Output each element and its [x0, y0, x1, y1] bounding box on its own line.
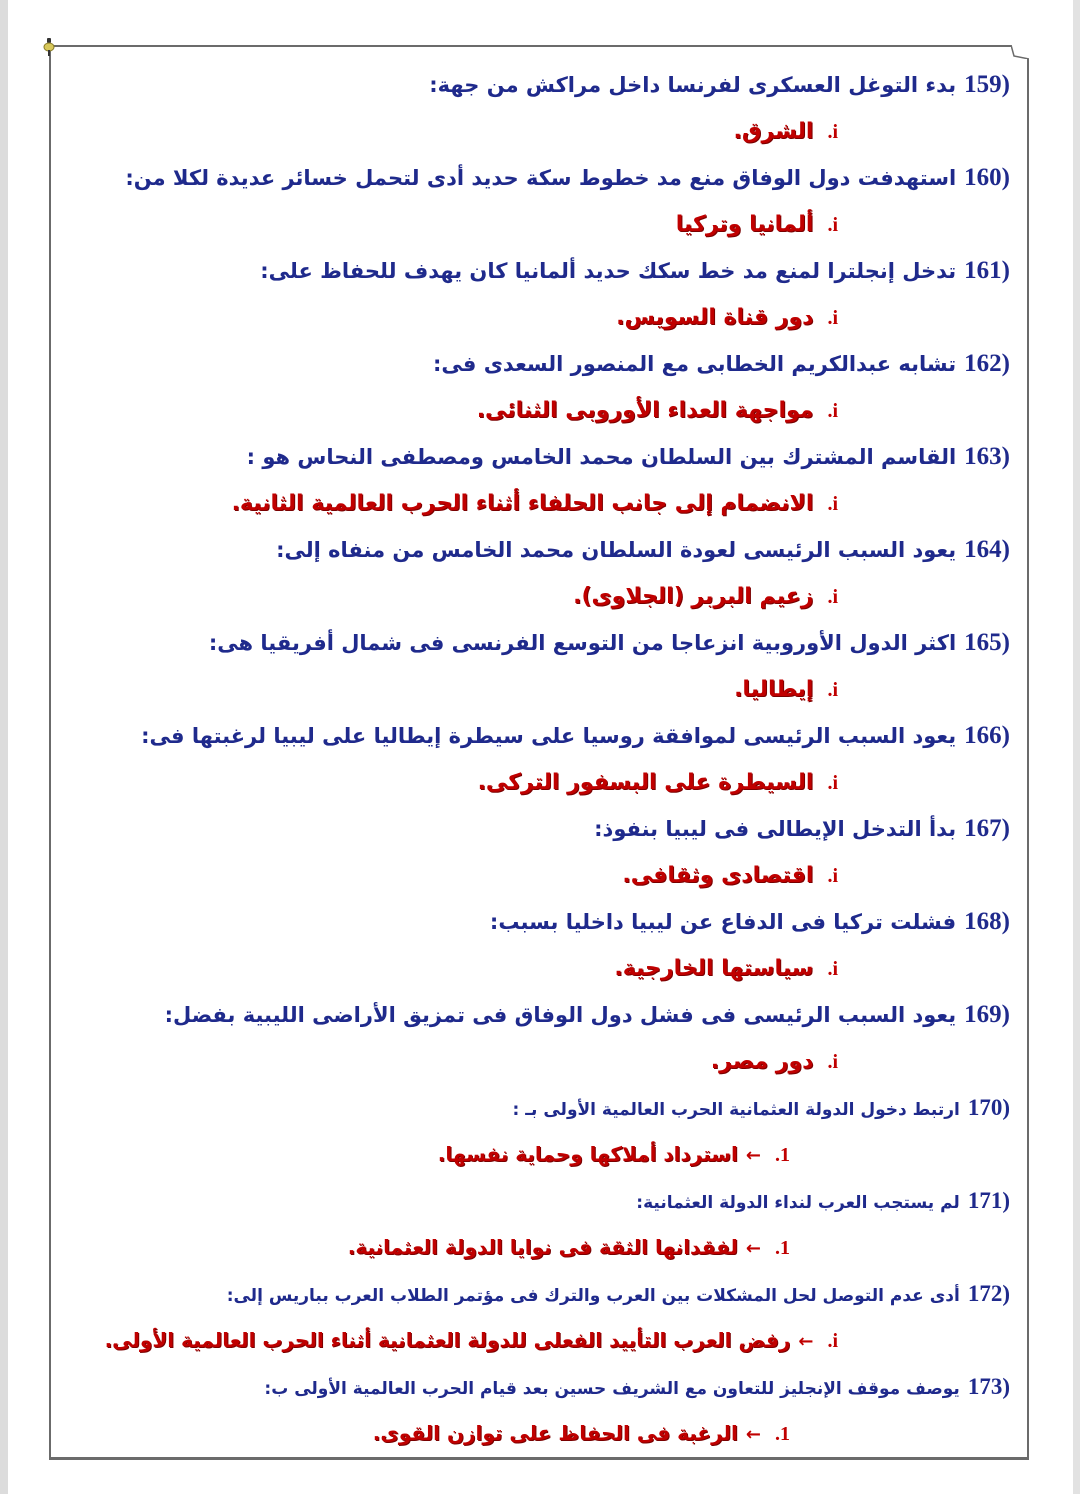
answer-text: دور قناة السويس.	[616, 305, 814, 330]
question-167	[110, 806, 1010, 852]
right-edge-strip	[1073, 0, 1080, 1494]
answer-marker: i.	[827, 1051, 838, 1073]
answer-text: زعيم البربر (الجلاوى).	[573, 584, 814, 609]
question-number: 165)	[964, 629, 1010, 656]
question-text: اكثر الدول الأوروبية انزعاجا من التوسع الفرنسى فى شمال أفريقيا هى:	[208, 631, 957, 655]
arrow-left-icon: ←	[745, 1424, 761, 1445]
answer-marker: i.	[827, 958, 838, 980]
question-173	[110, 1364, 1010, 1410]
question-text: يعود السبب الرئيسى لموافقة روسيا على سيطرة إيطاليا على ليبيا لرغبتها فى:	[141, 724, 957, 748]
question-169	[110, 992, 1010, 1038]
answer-marker: i.	[827, 586, 838, 608]
question-text: تشابه عبدالكريم الخطابى مع المنصور السعدى فى:	[432, 352, 957, 376]
answer-text: استرداد أملاكها وحماية نفسها.	[437, 1142, 738, 1166]
question-number: 160)	[964, 164, 1010, 191]
question-number: 171)	[967, 1188, 1010, 1213]
question-number: 168)	[964, 908, 1010, 935]
answer-marker: i.	[827, 493, 838, 515]
question-list	[104, 62, 1010, 1457]
answer-marker: i.	[827, 121, 838, 143]
answer-160	[110, 201, 1010, 248]
answer-marker: 1.	[775, 1144, 790, 1166]
answer-168	[110, 945, 1010, 992]
answer-marker: 1.	[775, 1237, 790, 1259]
question-text: يوصف موقف الإنجليز للتعاون مع الشريف حسين بعد قيام الحرب العالمية الأولى ب:	[264, 1379, 960, 1399]
answer-166	[110, 759, 1010, 806]
question-161	[110, 248, 1010, 294]
answer-text: دور مصر.	[710, 1049, 814, 1074]
question-number: 159)	[964, 71, 1010, 98]
answer-159	[110, 108, 1010, 155]
arrow-left-icon: ←	[798, 1331, 814, 1352]
answer-text: ألمانيا وتركيا	[675, 212, 814, 237]
question-166	[110, 713, 1010, 759]
question-163	[110, 434, 1010, 480]
pushpin-icon	[42, 38, 56, 56]
answer-text: رفض العرب التأييد الفعلى للدولة العثمانية أثناء الحرب العالمية الأولى.	[104, 1328, 791, 1352]
arrow-left-icon: ←	[745, 1145, 761, 1166]
answer-marker: i.	[827, 307, 838, 329]
answer-163	[110, 480, 1010, 527]
question-text: بدء التوغل العسكرى لفرنسا داخل مراكش من جهة:	[429, 73, 957, 97]
question-text: يعود السبب الرئيسى فى فشل دول الوفاق فى تمزيق الأراضى الليبية بفضل:	[164, 1003, 957, 1027]
answer-text: السيطرة على البسفور التركى.	[477, 770, 814, 795]
question-text: تدخل إنجلترا لمنع مد خط سكك حديد ألمانيا كان يهدف للحفاظ على:	[260, 259, 957, 283]
answer-text: سياستها الخارجية.	[614, 956, 814, 981]
answer-167	[110, 852, 1010, 899]
question-number: 166)	[964, 722, 1010, 749]
question-text: القاسم المشترك بين السلطان محمد الخامس ومصطفى النحاس هو :	[246, 445, 957, 469]
question-text: أدى عدم التوصل لحل المشكلات بين العرب والترك فى مؤتمر الطلاب العرب بباريس إلى:	[226, 1286, 960, 1306]
answer-161	[110, 294, 1010, 341]
answer-165	[110, 666, 1010, 713]
question-162	[110, 341, 1010, 387]
question-number: 161)	[964, 257, 1010, 284]
question-171	[110, 1178, 1010, 1224]
answer-text: مواجهة العداء الأوروبى الثنائى.	[476, 398, 814, 423]
answer-text: الانضمام إلى جانب الحلفاء أثناء الحرب العالمية الثانية.	[231, 491, 814, 516]
page-fold-icon	[1011, 45, 1029, 59]
answer-text: لفقدانها الثقة فى نوايا الدولة العثمانية.	[347, 1235, 738, 1259]
question-172	[110, 1271, 1010, 1317]
answer-169	[110, 1038, 1010, 1085]
question-text: فشلت تركيا فى الدفاع عن ليبيا داخليا بسبب:	[489, 910, 957, 934]
answer-marker: i.	[827, 865, 838, 887]
arrow-left-icon: ←	[745, 1238, 761, 1259]
question-number: 173)	[967, 1374, 1010, 1399]
answer-marker: i.	[827, 214, 838, 236]
question-165	[110, 620, 1010, 666]
question-text: لم يستجب العرب لنداء الدولة العثمانية:	[636, 1193, 960, 1213]
question-text: يعود السبب الرئيسى لعودة السلطان محمد الخامس من منفاه إلى:	[276, 538, 957, 562]
question-number: 169)	[964, 1001, 1010, 1028]
answer-text: الشرق.	[733, 119, 814, 144]
answer-marker: i.	[827, 1330, 838, 1352]
question-number: 172)	[967, 1281, 1010, 1306]
answer-164	[110, 573, 1010, 620]
answer-173	[110, 1410, 1010, 1457]
question-170	[110, 1085, 1010, 1131]
question-text: ارتبط دخول الدولة العثمانية الحرب العالمية الأولى بـ :	[512, 1100, 960, 1120]
question-number: 163)	[964, 443, 1010, 470]
answer-text: الرغبة فى الحفاظ على توازن القوى.	[372, 1421, 738, 1445]
question-text: بدأ التدخل الإيطالى فى ليبيا بنفوذ:	[594, 817, 957, 841]
answer-text: اقتصادى وثقافى.	[622, 863, 814, 888]
question-160	[110, 155, 1010, 201]
answer-171	[110, 1224, 1010, 1271]
question-number: 162)	[964, 350, 1010, 377]
answer-172	[104, 1317, 1010, 1364]
question-164	[110, 527, 1010, 573]
answer-marker: i.	[827, 679, 838, 701]
answer-162	[110, 387, 1010, 434]
left-edge-strip	[0, 0, 8, 1494]
question-number: 170)	[967, 1095, 1010, 1120]
question-number: 164)	[964, 536, 1010, 563]
answer-170	[110, 1131, 1010, 1178]
answer-text: إيطاليا.	[734, 677, 814, 702]
question-text: استهدفت دول الوفاق منع مد خطوط سكة حديد أدى لتحمل خسائر عديدة لكلا من:	[125, 166, 957, 190]
answer-marker: i.	[827, 772, 838, 794]
question-number: 167)	[964, 815, 1010, 842]
answer-marker: i.	[827, 400, 838, 422]
answer-marker: 1.	[775, 1423, 790, 1445]
question-168	[110, 899, 1010, 945]
question-159	[110, 62, 1010, 108]
